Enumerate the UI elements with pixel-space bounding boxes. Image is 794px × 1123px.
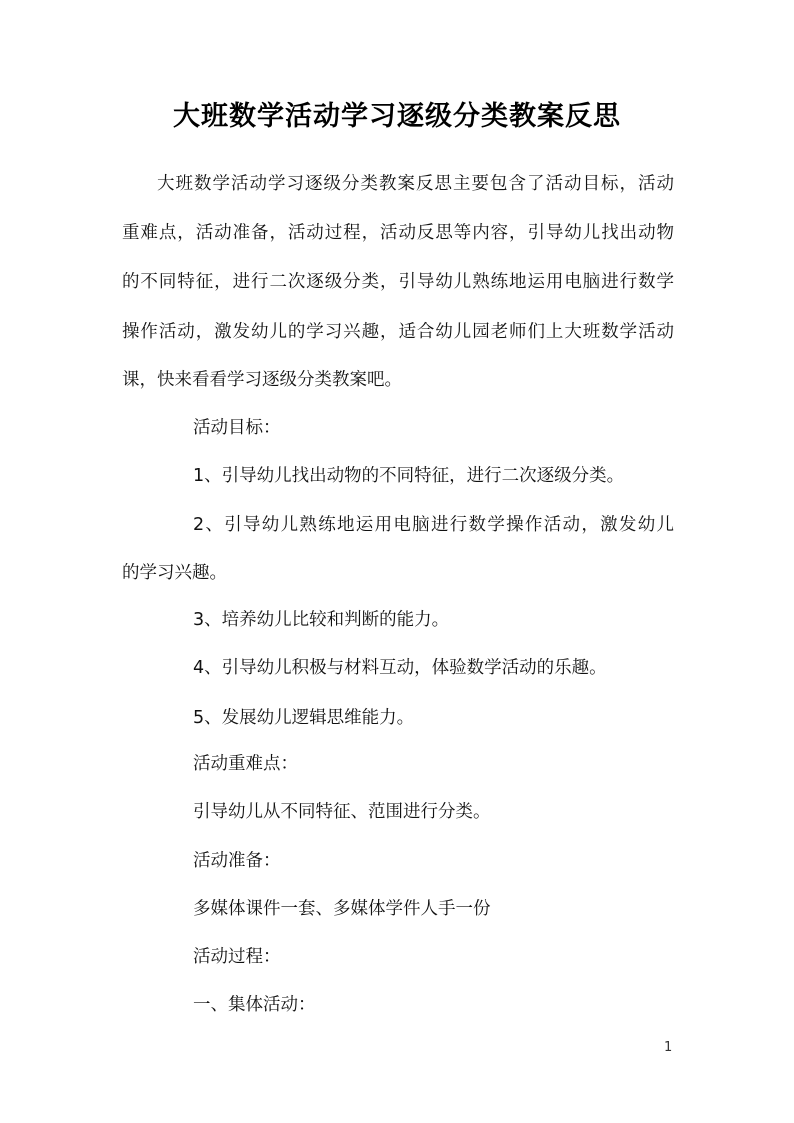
intro-line-5: 课，快来看看学习逐级分类教案吧。 bbox=[122, 370, 402, 390]
intro-line-2: 重难点，活动准备，活动过程，活动反思等内容，引导幼儿找出动物 bbox=[122, 223, 674, 243]
document-title: 大班数学活动学习逐级分类教案反思 bbox=[173, 101, 621, 132]
intro-line-1: 大班数学活动学习逐级分类教案反思主要包含了活动目标，活动 bbox=[157, 174, 674, 194]
key-points-text: 引导幼儿从不同特征、范围进行分类。 bbox=[193, 802, 491, 822]
goal-item-1: 1、引导幼儿找出动物的不同特征，进行二次逐级分类。 bbox=[193, 466, 625, 486]
intro-line-3: 的不同特征，进行二次逐级分类，引导幼儿熟练地运用电脑进行数学 bbox=[122, 272, 674, 292]
goal-item-3: 3、培养幼儿比较和判断的能力。 bbox=[193, 610, 450, 630]
process-step-1: 一、集体活动： bbox=[193, 995, 316, 1015]
goal-item-2-line-2: 的学习兴趣。 bbox=[122, 563, 227, 583]
intro-line-4: 操作活动，激发幼儿的学习兴趣，适合幼儿园老师们上大班数学活动 bbox=[122, 322, 674, 342]
page-number: 1 bbox=[664, 1040, 673, 1055]
key-points-heading: 活动重难点： bbox=[193, 754, 298, 774]
preparation-text: 多媒体课件一套、多媒体学件人手一份 bbox=[193, 899, 491, 919]
goals-heading: 活动目标： bbox=[193, 418, 281, 438]
goal-item-2-line-1: 2、引导幼儿熟练地运用电脑进行数学操作活动，激发幼儿 bbox=[193, 515, 674, 535]
process-heading: 活动过程： bbox=[193, 947, 281, 967]
preparation-heading: 活动准备： bbox=[193, 851, 281, 871]
goal-item-5: 5、发展幼儿逻辑思维能力。 bbox=[193, 708, 415, 728]
goal-item-4: 4、引导幼儿积极与材料互动，体验数学活动的乐趣。 bbox=[193, 658, 607, 678]
